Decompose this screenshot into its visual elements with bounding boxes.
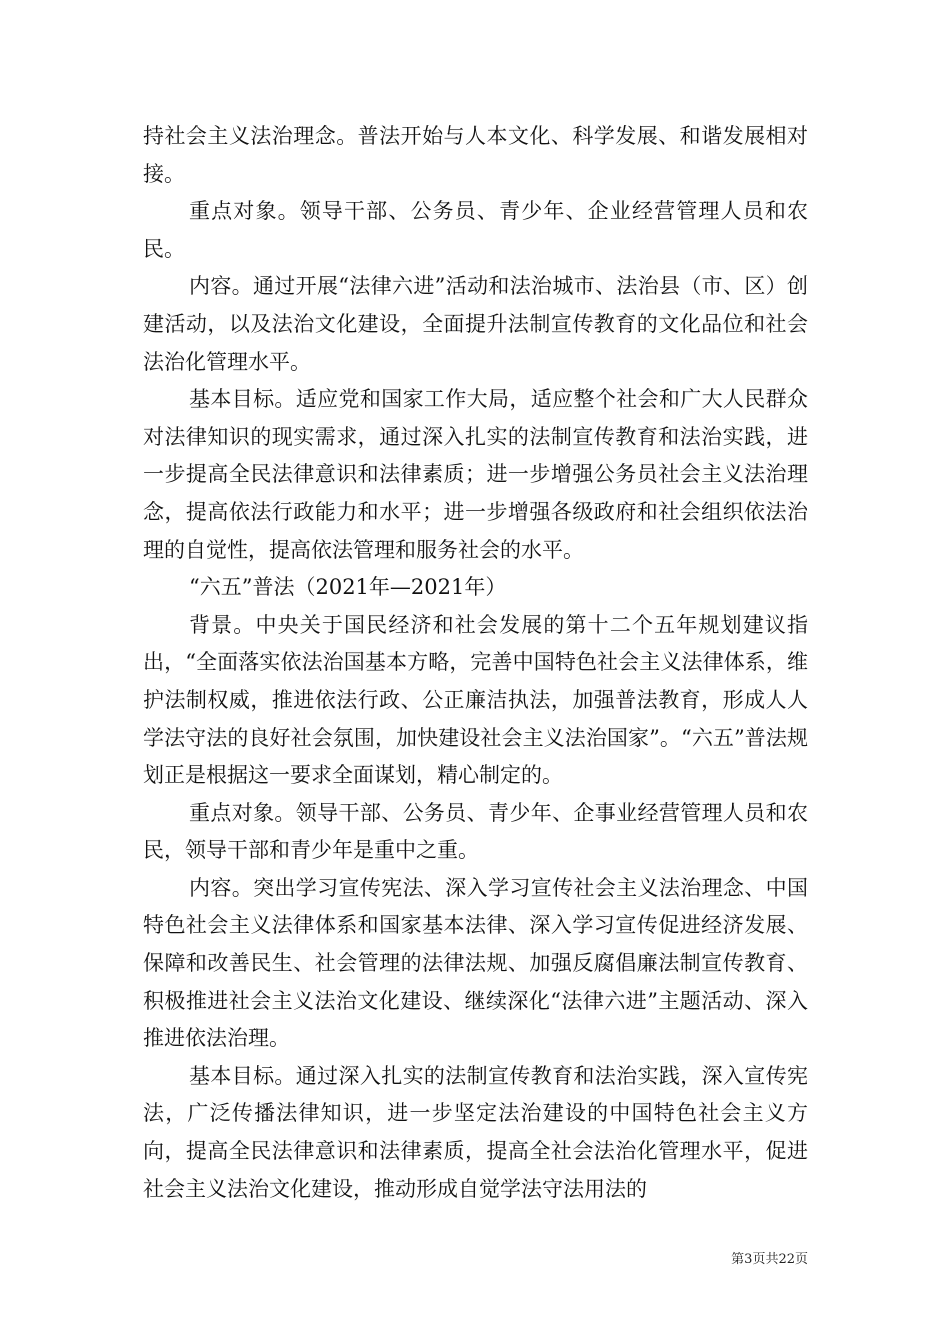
paragraph-1: 持社会主义法治理念。普法开始与人本文化、科学发展、和谐发展相对接。 <box>143 124 808 186</box>
paragraph-2: 重点对象。领导干部、公务员、青少年、企业经营管理人员和农民。 <box>143 199 808 261</box>
paragraph-4: 基本目标。适应党和国家工作大局，适应整个社会和广大人民群众对法律知识的现实需求，通过深入扎实的法制宣传教育和法治实践，进一步提高全民法律意识和法律素质；进一步增强公务员社会主义法治理念，提高依法行政能力和水平；进一步增强各级政府和社会组织依法治理的自觉性，提高依法管理和服务社会的水平。 <box>143 387 808 562</box>
document-body <box>143 118 808 1208</box>
paragraph-8: 基本目标。通过深入扎实的法制宣传教育和法治实践，深入宣传宪法，广泛传播法律知识，进一步坚定法治建设的中国特色社会主义方向，提高全民法律意识和法律素质，提高全社会法治化管理水平，促进社会主义法治文化建设，推动形成自觉学法守法用法的 <box>143 1063 808 1201</box>
page-number: 第3页共22页 <box>731 1252 808 1267</box>
section-heading: “六五”普法（2021年—2021年） <box>189 575 507 600</box>
paragraph-7: 内容。突出学习宣传宪法、深入学习宣传社会主义法治理念、中国特色社会主义法律体系和国家基本法律、深入学习宣传促进经济发展、保障和改善民生、社会管理的法律法规、加强反腐倡廉法制宣传教育、积极推进社会主义法治文化建设、继续深化“法律六进”主题活动、深入推进依法治理。 <box>143 875 808 1051</box>
paragraph-6: 重点对象。领导干部、公务员、青少年、企事业经营管理人员和农民，领导干部和青少年是重中之重。 <box>143 800 808 863</box>
paragraph-3: 内容。通过开展“法律六进”活动和法治城市、法治县（市、区）创建活动，以及法治文化建设，全面提升法制宣传教育的文化品位和社会法治化管理水平。 <box>143 274 808 374</box>
paragraph-5: 背景。中央关于国民经济和社会发展的第十二个五年规划建议指出，“全面落实依法治国基本方略，完善中国特色社会主义法律体系，维护法制权威，推进依法行政、公正廉洁执法，加强普法教育，形成人人学法守法的良好社会氛围，加快建设社会主义法治国家”。“六五”普法规划正是根据这一要求全面谋划，精心制定的。 <box>143 612 808 788</box>
